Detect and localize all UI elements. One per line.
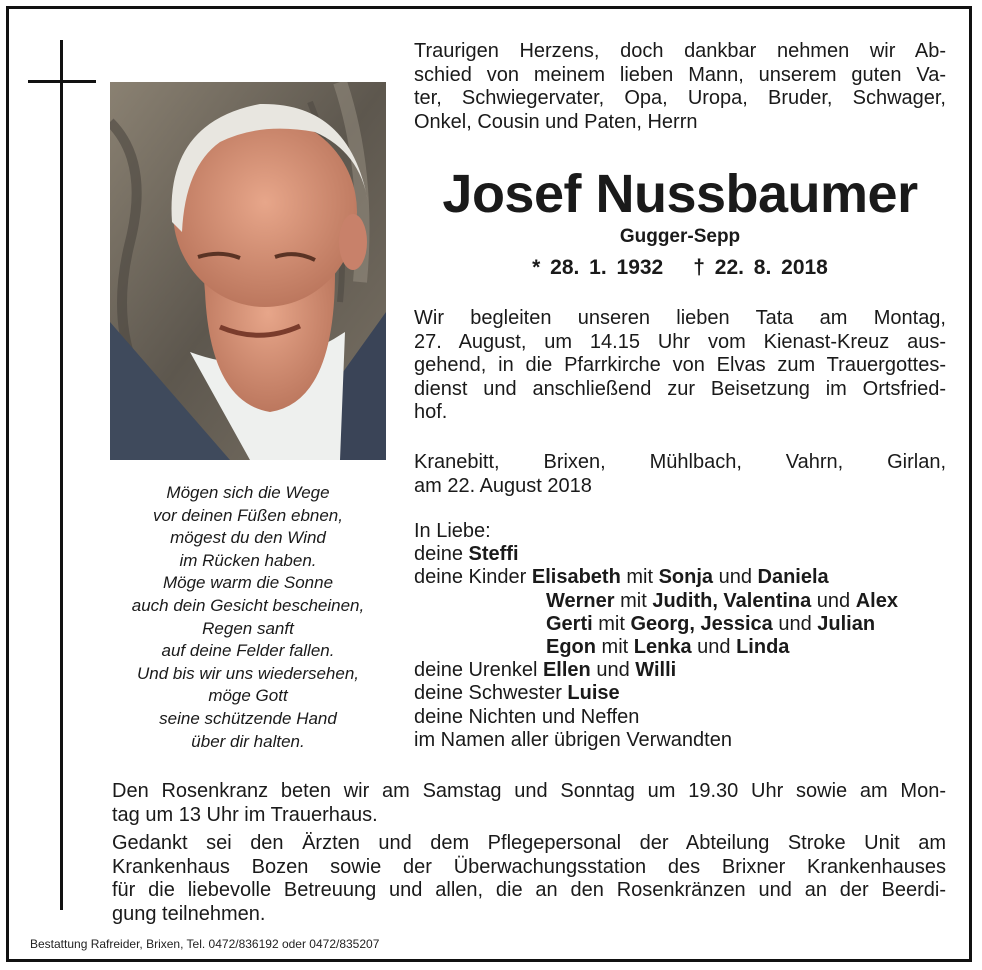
thanks-text	[112, 832, 946, 926]
mourner-name: Linda	[736, 636, 790, 659]
mourner-children	[414, 590, 946, 613]
mourner-connector: mit	[614, 589, 653, 612]
cross-icon	[60, 40, 63, 910]
mourners-heading: In Liebe:	[414, 520, 491, 542]
mourner-name: Willi	[635, 659, 677, 682]
deceased-name: Josef Nussbaumer	[442, 164, 918, 224]
mourner-connector: mit	[592, 612, 631, 635]
cross-icon-bar	[28, 80, 96, 83]
mourner-name: Lenka	[633, 636, 692, 659]
mourner-children	[414, 613, 946, 636]
mourner-sister	[414, 682, 946, 705]
poem-line: möge Gott	[208, 686, 288, 706]
birth-date: * 28. 1. 1932	[532, 256, 664, 279]
rosary-text	[112, 780, 946, 827]
poem-line: im Rücken haben.	[179, 550, 317, 570]
poem-line: Möge warm die Sonne	[162, 573, 334, 593]
mourner-connector: und	[772, 612, 818, 635]
rosary-line: tag um 13 Uhr im Trauerhaus.	[112, 803, 378, 826]
poem-line: über dir halten.	[191, 731, 305, 751]
mourner-connector: und	[713, 566, 758, 589]
mourner-prefix: deine Schwester	[414, 682, 568, 705]
mourner-prefix: deine	[414, 543, 469, 566]
mourner-prefix: deine Urenkel	[414, 659, 543, 682]
thanks-line: für die liebevolle Betreuung und allen, die an den Rosenkränzen und an der Beerdi-	[112, 879, 946, 901]
thanks-line: Gedankt sei den Ärzten und dem Pflegepersonal der Abteilung Stroke Unit am	[112, 832, 946, 854]
thanks-line: Krankenhaus Bozen sowie der Überwachungsstation des Brixner Krankenhauses	[112, 855, 946, 878]
mourner-nieces: deine Nichten und Neffen	[414, 705, 640, 728]
mourner-name: Egon	[546, 636, 596, 659]
procession-line: dienst und anschließend zur Beisetzung im Ortsfried-	[414, 377, 946, 400]
mourner-name: Ellen	[542, 659, 591, 682]
poem-line: vor deinen Füßen ebnen,	[153, 505, 343, 525]
portrait-illustration	[110, 82, 386, 460]
mourner-children	[414, 566, 946, 589]
thanks-line: gung teilnehmen.	[112, 902, 266, 925]
mourner-connector: und	[691, 636, 737, 659]
procession-line: gehend, in die Pfarrkirche von Elvas zum Trauergottes-	[414, 354, 946, 377]
mourner-name: Daniela	[757, 566, 829, 589]
mourner-name: Julian	[817, 612, 876, 635]
place-line: Kranebitt, Brixen, Mühlbach, Vahrn, Girlan,	[414, 451, 946, 473]
rosary-line: Den Rosenkranz beten wir am Samstag und Sonntag um 19.30 Uhr sowie am Mon-	[112, 780, 946, 802]
mourner-name: Gerti	[546, 612, 593, 635]
mourner-name: Elisabeth	[531, 566, 621, 589]
mourner-connector: mit	[620, 566, 659, 589]
life-dates	[414, 256, 946, 280]
poem-line: Und bis wir uns wiedersehen,	[136, 663, 360, 683]
intro-line: schied von meinem lieben Mann, unserem guten Va-	[414, 63, 946, 86]
poem-line: auch dein Gesicht bescheinen,	[131, 595, 365, 615]
intro-line: Onkel, Cousin und Paten, Herrn	[414, 110, 698, 133]
poem-line: seine schützende Hand	[159, 708, 337, 728]
mourner-name: Sonja	[658, 566, 714, 589]
mourner-name: Judith, Valentina	[652, 589, 812, 612]
poem-line: auf deine Felder fallen.	[161, 641, 335, 661]
poem-line: Mögen sich die Wege	[166, 483, 330, 502]
funeral-home-footer: Bestattung Rafreider, Brixen, Tel. 0472/836192 oder 0472/835207	[30, 937, 380, 951]
mourner-connector: mit	[596, 636, 634, 659]
intro-line: Traurigen Herzens, doch dankbar nehmen wir Ab-	[414, 40, 946, 62]
poem	[112, 482, 384, 753]
procession-line: Wir begleiten unseren lieben Tata am Montag,	[414, 307, 946, 329]
mourner-children	[414, 636, 946, 659]
mourner-name: Luise	[567, 682, 620, 705]
intro-text	[414, 40, 946, 134]
mourner-wife	[414, 543, 946, 566]
procession-line: hof.	[414, 401, 448, 424]
poem-line: mögest du den Wind	[170, 528, 326, 548]
mourner-name: Steffi	[468, 543, 519, 566]
deceased-nickname: Gugger-Sepp	[619, 226, 741, 247]
mourner-relatives: im Namen aller übrigen Verwandten	[414, 728, 732, 751]
poem-line: Regen sanft	[202, 618, 294, 638]
mourner-name: Alex	[855, 589, 898, 612]
death-date: † 22. 8. 2018	[693, 256, 828, 279]
procession-line: 27. August, um 14.15 Uhr vom Kienast-Kreuz aus-	[414, 330, 946, 353]
intro-line: ter, Schwiegervater, Opa, Uropa, Bruder, Schwager,	[414, 87, 946, 109]
funeral-procession-text	[414, 307, 946, 425]
mourner-connector: und	[811, 589, 856, 612]
date-line: am 22. August 2018	[414, 474, 592, 497]
portrait-photo	[110, 82, 386, 460]
mourner-prefix: deine Kinder	[414, 566, 532, 589]
mourner-name: Georg, Jessica	[630, 612, 773, 635]
mourner-name: Werner	[546, 589, 615, 612]
mourner-great-grandchildren	[414, 659, 946, 682]
place-date	[414, 451, 946, 498]
mourners-list	[414, 520, 946, 752]
mourner-connector: und	[590, 659, 636, 682]
